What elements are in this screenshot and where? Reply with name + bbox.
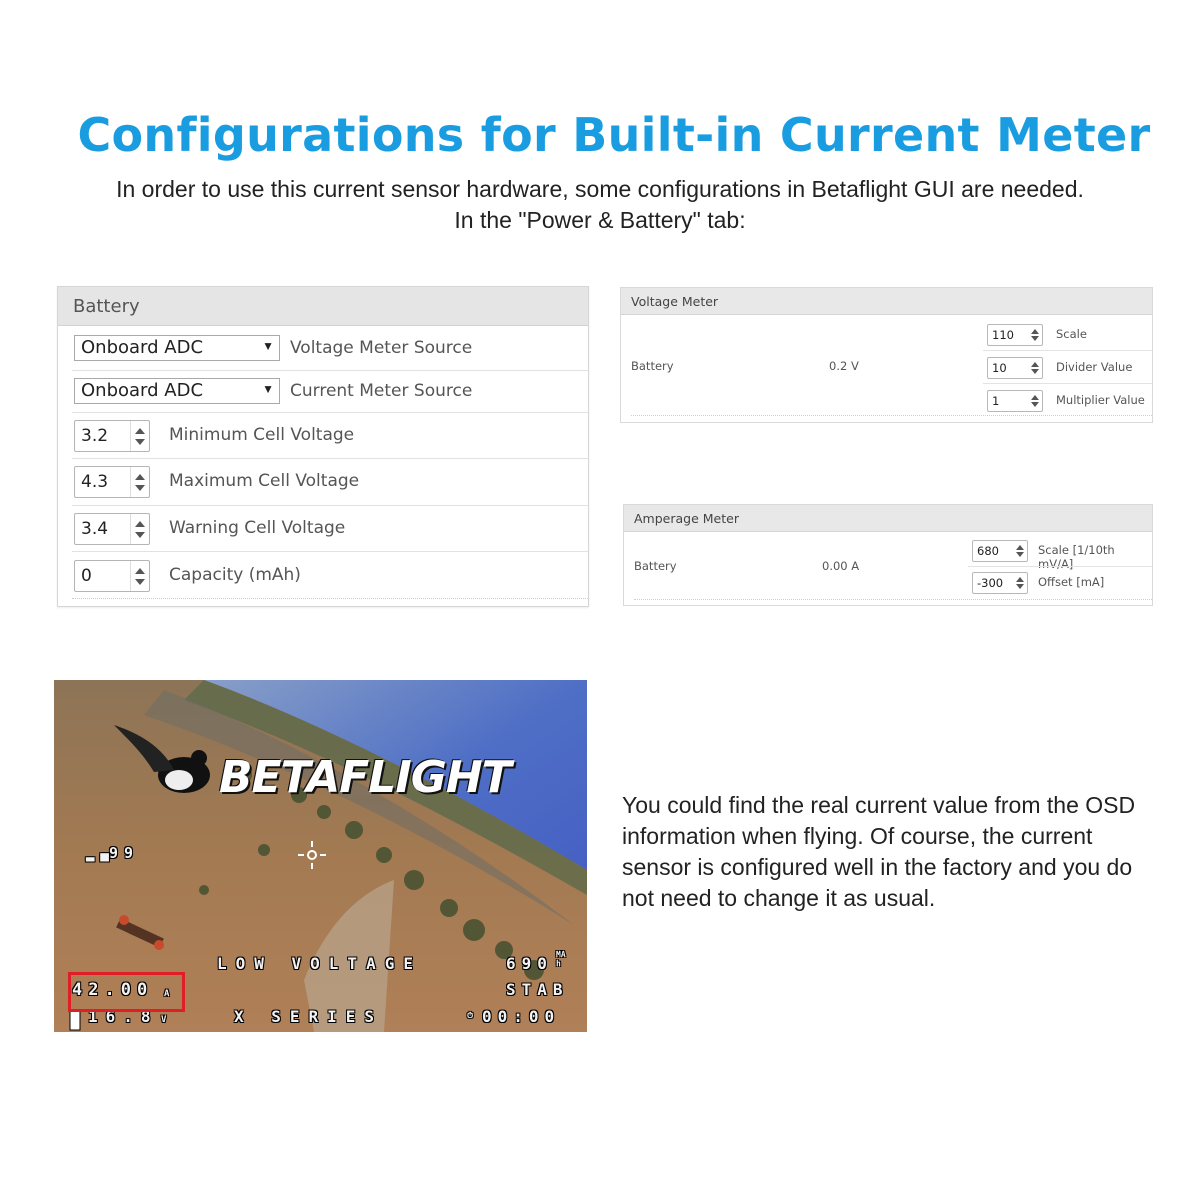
spinner-icon[interactable] bbox=[130, 421, 149, 451]
divider-value-value: 10 bbox=[992, 361, 1007, 375]
max-cell-voltage-input[interactable] bbox=[74, 466, 150, 498]
amperage-offset-value: -300 bbox=[977, 576, 1004, 590]
osd-mah: 690 bbox=[506, 954, 553, 973]
osd-craft-name: X SERIES bbox=[234, 1007, 384, 1026]
max-cell-voltage-row bbox=[72, 459, 588, 506]
amperage-scale-input[interactable] bbox=[972, 540, 1028, 562]
voltage-scale-label: Scale bbox=[1056, 327, 1087, 341]
osd-description: You could find the real current value from the OSD information when flying. Of course, the current sensor is configured well in the factory and you do not need to change it as usual. bbox=[622, 792, 1136, 911]
amperage-meter-reading: 0.00 A bbox=[822, 559, 860, 573]
battery-panel-header bbox=[58, 287, 588, 326]
battery-panel-title: Battery bbox=[73, 296, 140, 317]
osd-voltage: 16.8 bbox=[88, 1007, 159, 1026]
voltage-meter-panel bbox=[620, 287, 1153, 423]
voltage-scale-value: 110 bbox=[992, 328, 1014, 342]
timer-icon: ⏱ bbox=[467, 1011, 474, 1020]
amperage-meter-name: Battery bbox=[634, 559, 677, 573]
spinner-icon[interactable] bbox=[1028, 325, 1042, 345]
voltage-meter-title: Voltage Meter bbox=[631, 294, 719, 309]
spinner-icon[interactable] bbox=[130, 467, 149, 497]
osd-mah-unit: MA h bbox=[556, 950, 566, 968]
voltage-meter-reading: 0.2 V bbox=[829, 359, 859, 373]
amperage-meter-panel bbox=[623, 504, 1153, 606]
osd-flight-image bbox=[54, 680, 587, 1032]
capacity-row bbox=[72, 552, 588, 599]
spinner-icon[interactable] bbox=[1028, 391, 1042, 411]
current-source-label: Current Meter Source bbox=[290, 381, 473, 401]
warning-cell-voltage-value: 3.4 bbox=[81, 519, 109, 539]
current-source-value: Onboard ADC bbox=[81, 380, 204, 401]
multiplier-value-input[interactable] bbox=[987, 390, 1043, 412]
min-cell-voltage-value: 3.2 bbox=[81, 426, 109, 446]
current-source-row bbox=[72, 371, 588, 413]
spinner-icon[interactable] bbox=[130, 514, 149, 544]
osd-mode: STAB bbox=[506, 980, 569, 999]
amperage-offset-label: Offset [mA] bbox=[1038, 575, 1105, 589]
voltage-source-select[interactable] bbox=[74, 335, 280, 361]
divider-value-input[interactable] bbox=[987, 357, 1043, 379]
amperage-scale-value: 680 bbox=[977, 544, 999, 558]
current-highlight-box bbox=[68, 972, 185, 1012]
subtitle-line-1: In order to use this current sensor hardware, some configurations in Betaflight GUI are needed. bbox=[116, 176, 1084, 202]
battery-icon bbox=[70, 1010, 80, 1030]
voltage-source-value: Onboard ADC bbox=[81, 337, 204, 358]
voltage-source-label: Voltage Meter Source bbox=[290, 338, 473, 358]
battery-panel bbox=[57, 286, 589, 607]
osd-warning: LOW VOLTAGE bbox=[217, 954, 422, 973]
voltage-source-row bbox=[72, 325, 588, 371]
voltage-meter-header bbox=[621, 288, 1152, 315]
multiplier-value-value: 1 bbox=[992, 394, 1000, 408]
min-cell-voltage-input[interactable] bbox=[74, 420, 150, 452]
amperage-meter-title: Amperage Meter bbox=[634, 511, 739, 526]
osd-voltage-unit: V bbox=[161, 1015, 167, 1025]
osd-current: 42.00 bbox=[72, 980, 154, 1000]
spinner-icon[interactable] bbox=[1013, 573, 1027, 593]
divider bbox=[983, 350, 1152, 351]
warning-cell-voltage-input[interactable] bbox=[74, 513, 150, 545]
osd-rssi: 99 bbox=[109, 844, 140, 862]
warning-cell-voltage-row bbox=[72, 506, 588, 552]
divider bbox=[631, 415, 1152, 416]
voltage-scale-input[interactable] bbox=[987, 324, 1043, 346]
voltage-meter-name: Battery bbox=[631, 359, 674, 373]
capacity-label: Capacity (mAh) bbox=[169, 565, 301, 585]
capacity-input[interactable] bbox=[74, 560, 150, 592]
signal-icon: ▂▄ bbox=[86, 846, 115, 862]
betaflight-logo: BETAFLIGHT bbox=[219, 752, 511, 803]
osd-current-unit: A bbox=[164, 989, 170, 999]
page-title: Configurations for Built-in Current Meter bbox=[77, 108, 1151, 162]
chevron-down-icon: ▼ bbox=[262, 339, 274, 353]
amperage-meter-header bbox=[624, 505, 1152, 532]
spinner-icon[interactable] bbox=[130, 561, 149, 591]
warning-cell-voltage-label: Warning Cell Voltage bbox=[169, 518, 346, 538]
divider bbox=[983, 383, 1152, 384]
amperage-offset-input[interactable] bbox=[972, 572, 1028, 594]
osd-timer: 00:00 bbox=[482, 1007, 561, 1026]
max-cell-voltage-value: 4.3 bbox=[81, 472, 109, 492]
min-cell-voltage-row bbox=[72, 413, 588, 459]
max-cell-voltage-label: Maximum Cell Voltage bbox=[169, 471, 360, 491]
chevron-down-icon: ▼ bbox=[262, 382, 274, 396]
divider bbox=[634, 599, 1152, 600]
divider-value-label: Divider Value bbox=[1056, 360, 1133, 374]
capacity-value: 0 bbox=[81, 566, 92, 586]
current-source-select[interactable] bbox=[74, 378, 280, 404]
spinner-icon[interactable] bbox=[1013, 541, 1027, 561]
multiplier-value-label: Multiplier Value bbox=[1056, 393, 1145, 407]
amperage-scale-label: Scale [1/10th mV/A] bbox=[1038, 543, 1115, 571]
spinner-icon[interactable] bbox=[1028, 358, 1042, 378]
subtitle-line-2: In the "Power & Battery" tab: bbox=[454, 207, 746, 233]
divider bbox=[968, 566, 1152, 567]
min-cell-voltage-label: Minimum Cell Voltage bbox=[169, 425, 355, 445]
